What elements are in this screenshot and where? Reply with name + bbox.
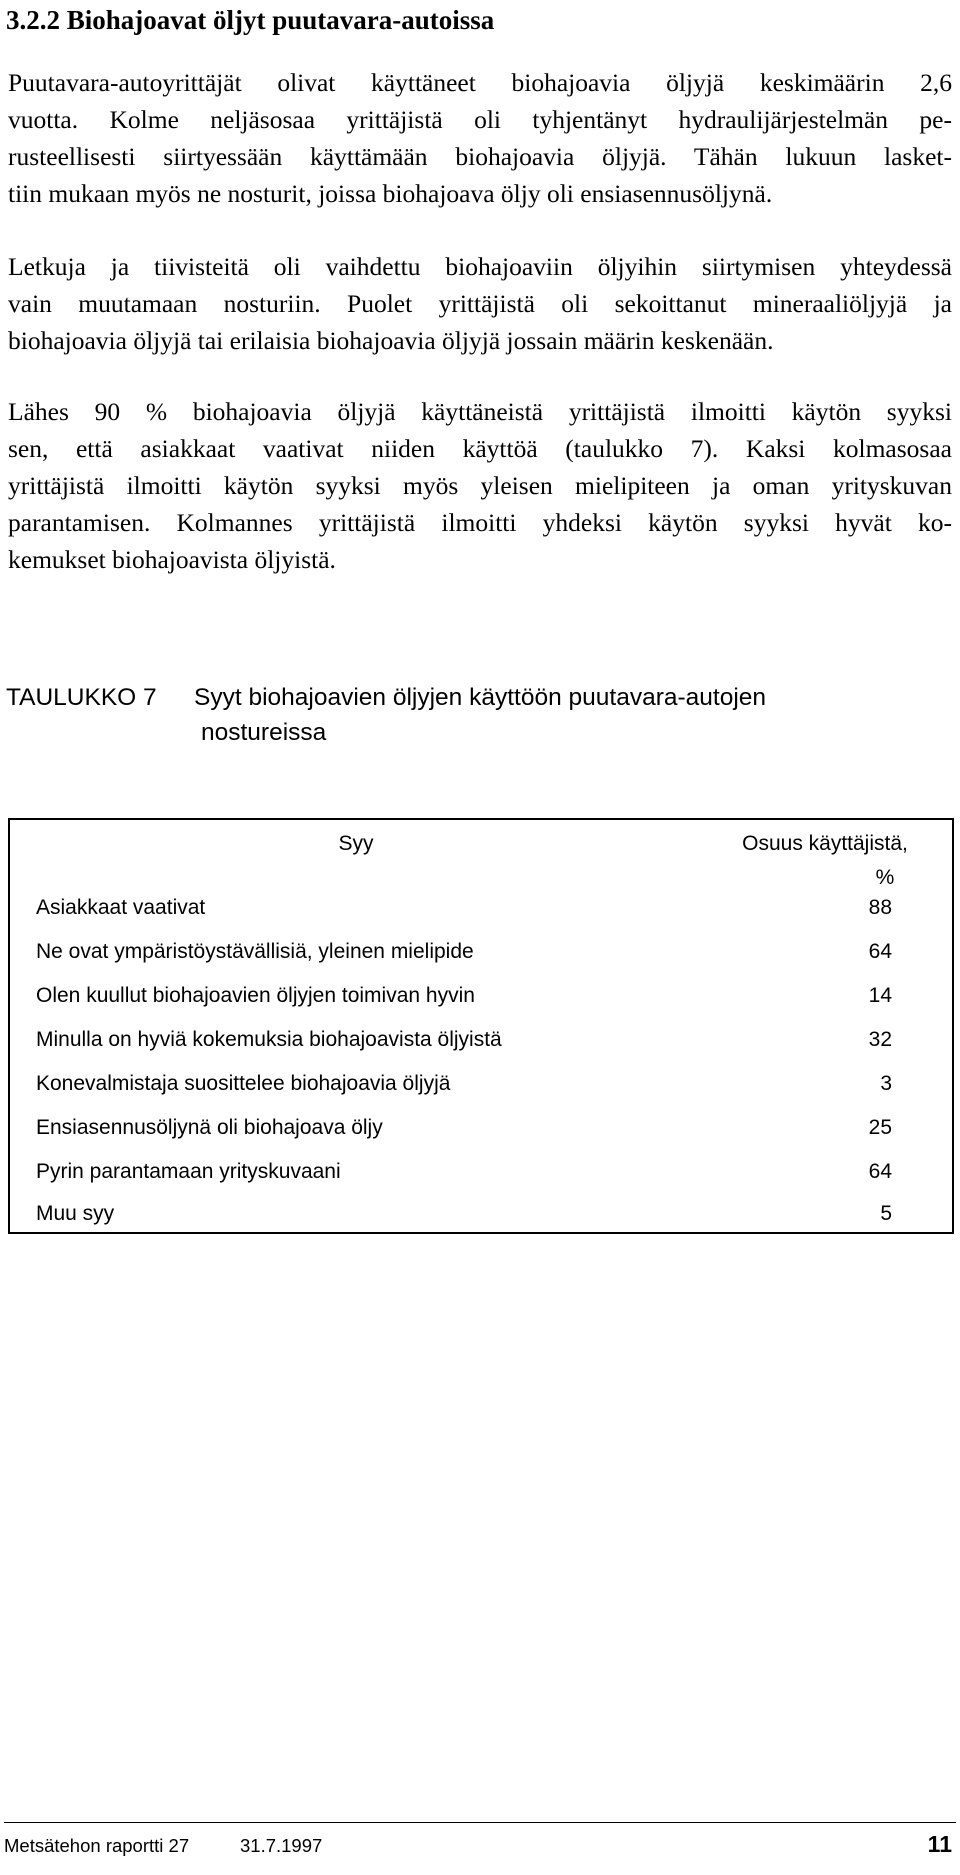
table-header-share [705, 827, 945, 895]
row-value: 3 [880, 1072, 892, 1095]
paragraph-line: yrittäjistä ilmoitti käytön syyksi myös yleisen mielipiteen ja oman yrityskuvan [8, 471, 952, 500]
paragraph-usage-duration [8, 64, 952, 212]
row-reason: Olen kuullut biohajoavien öljyjen toimivan hyvin [36, 984, 475, 1007]
paragraph-line: Letkuja ja tiivisteitä oli vaihdettu biohajoaviin öljyihin siirtymisen yhteydessä [8, 252, 952, 281]
table-row [24, 1194, 944, 1234]
row-value: 14 [868, 984, 892, 1007]
paragraph-hoses-seals [8, 248, 952, 359]
footer-report-name: Metsätehon raportti 27 [4, 1835, 190, 1856]
table-title-line-2: nostureissa [201, 719, 327, 746]
table-title-line-1: Syyt biohajoavien öljyjen käyttöön puutavara-autojen [194, 684, 767, 711]
row-reason: Konevalmistaja suosittelee biohajoavia öljyjä [36, 1072, 451, 1095]
table-caption [6, 680, 766, 750]
paragraph-line: sen, että asiakkaat vaativat niiden käyttöä (taulukko 7). Kaksi kolmasosaa [8, 434, 952, 463]
row-value: 88 [868, 896, 892, 919]
page-footer [4, 1822, 956, 1863]
section-heading: 3.2.2 Biohajoavat öljyt puutavara-autoissa [6, 5, 495, 35]
table-header-share-line-1: Osuus käyttäjistä, [742, 832, 908, 855]
reasons-table [8, 818, 954, 1234]
table-header-reason: Syy [338, 832, 374, 855]
row-value: 64 [868, 1160, 892, 1183]
table-row [24, 1108, 944, 1148]
page-number: 11 [927, 1831, 952, 1857]
footer-date: 31.7.1997 [240, 1835, 323, 1856]
row-reason: Muu syy [36, 1202, 115, 1225]
paragraph-line: biohajoavia öljyjä tai erilaisia biohajoavia öljyjä jossain määrin keskenään. [8, 326, 774, 355]
paragraph-line: Lähes 90 % biohajoavia öljyjä käyttäneistä yrittäjistä ilmoitti käytön syyksi [8, 397, 952, 426]
paragraph-line: Puutavara-autoyrittäjät olivat käyttäneet biohajoavia öljyjä keskimäärin 2,6 [8, 68, 952, 97]
table-row [24, 932, 944, 972]
row-reason: Minulla on hyviä kokemuksia biohajoavista öljyistä [36, 1028, 502, 1051]
table-label: TAULUKKO 7 [6, 684, 157, 711]
table-row [24, 888, 944, 928]
table-row [24, 1152, 944, 1192]
row-reason: Ensiasennusöljynä oli biohajoava öljy [36, 1116, 383, 1139]
row-reason: Ne ovat ympäristöystävällisiä, yleinen mielipide [36, 940, 474, 963]
table-row [24, 1064, 944, 1104]
row-reason: Pyrin parantamaan yrityskuvaani [36, 1160, 341, 1183]
row-value: 32 [868, 1028, 892, 1051]
paragraph-line: vain muutamaan nosturiin. Puolet yrittäjistä oli sekoittanut mineraaliöljyjä ja [8, 289, 952, 318]
paragraph-line: rusteellisesti siirtyessään käyttämään biohajoavia öljyjä. Tähän lukuun lasket- [8, 142, 952, 171]
table-header-share-unit: % [875, 866, 895, 889]
row-value: 25 [868, 1116, 892, 1139]
paragraph-line: kemukset biohajoavista öljyistä. [8, 545, 336, 574]
paragraph-line: vuotta. Kolme neljäsosaa yrittäjistä oli tyhjentänyt hydraulijärjestelmän pe- [8, 105, 952, 134]
paragraph-line: tiin mukaan myös ne nosturit, joissa biohajoava öljy oli ensiasennusöljynä. [8, 179, 773, 208]
row-value: 5 [880, 1202, 892, 1225]
paragraph-reasons [8, 393, 952, 578]
row-value: 64 [868, 940, 892, 963]
table-row [24, 1020, 944, 1060]
paragraph-line: parantamisen. Kolmannes yrittäjistä ilmoitti yhdeksi käytön syyksi hyvät ko- [8, 508, 952, 537]
row-reason: Asiakkaat vaativat [36, 896, 206, 919]
table-row [24, 976, 944, 1016]
